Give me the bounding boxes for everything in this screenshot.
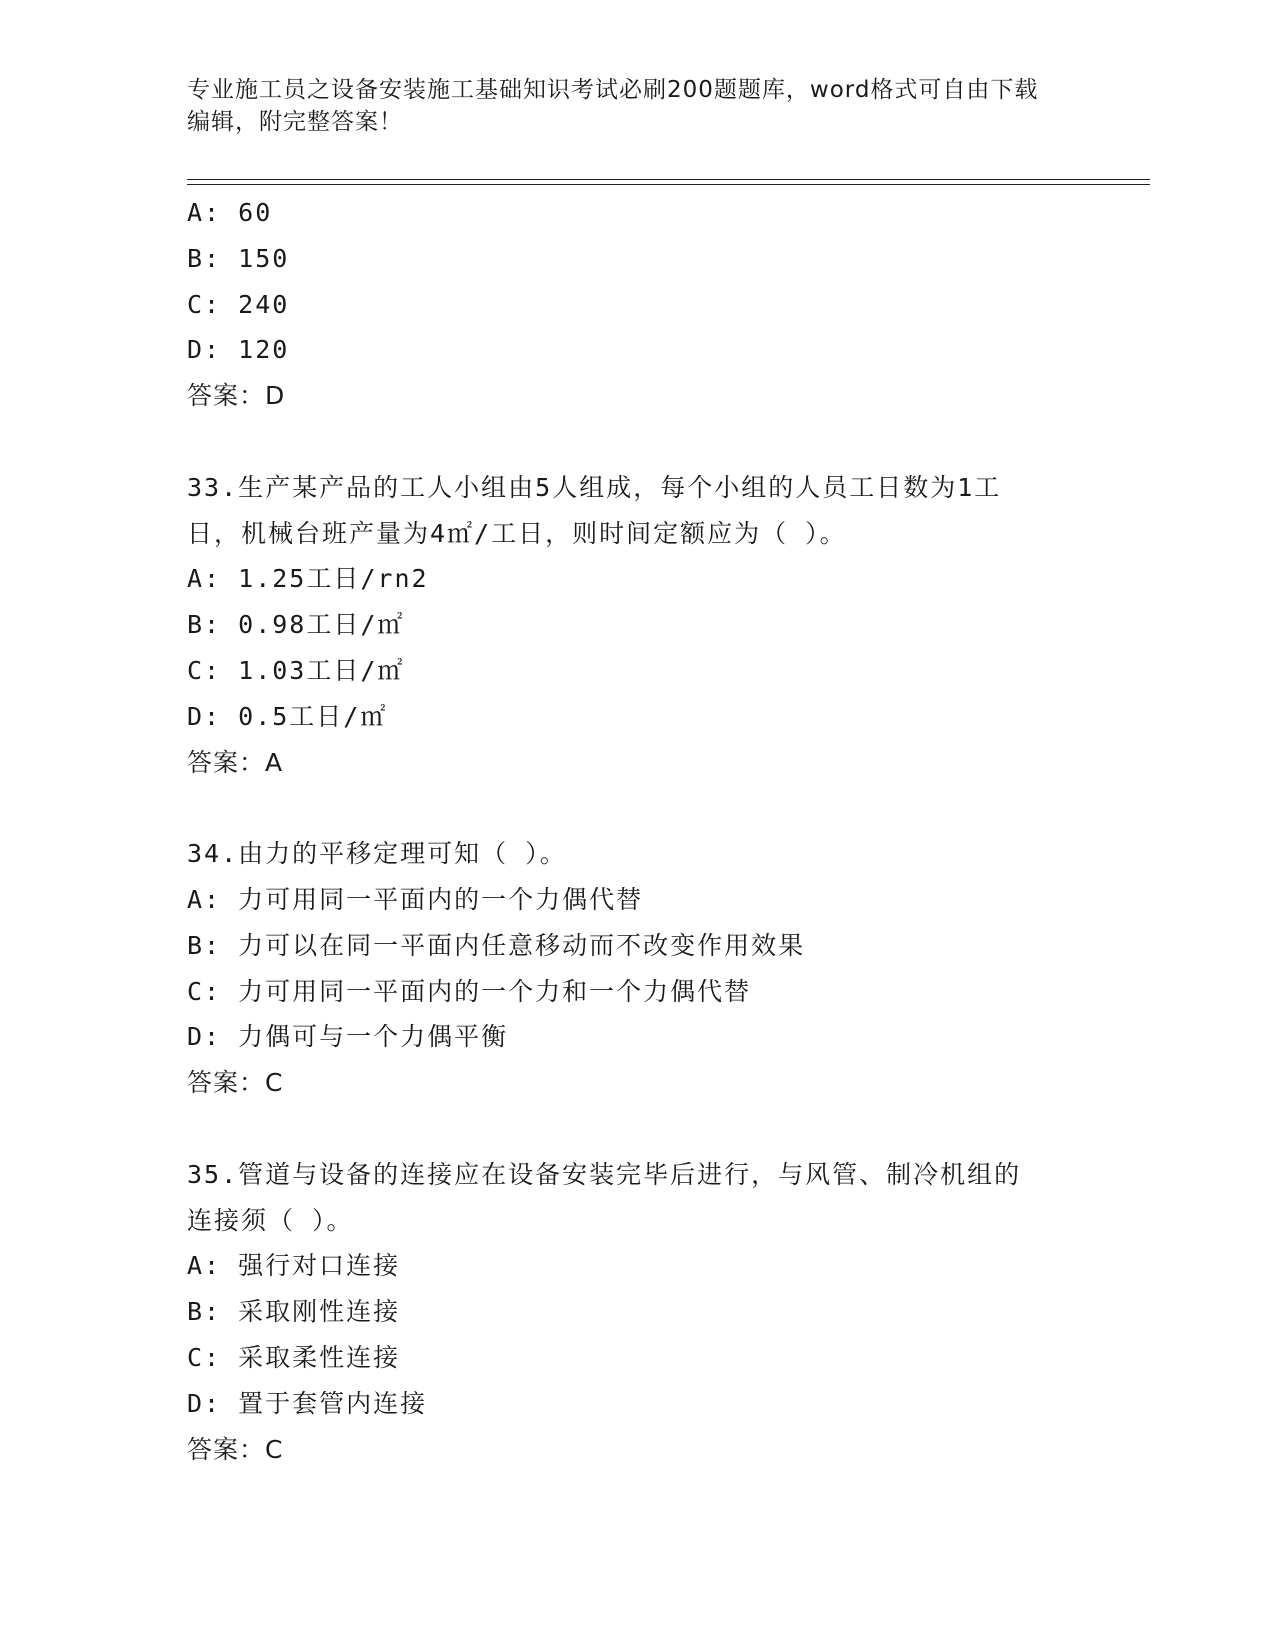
header-title-line-2: 编辑，附完整答案！ (187, 109, 403, 135)
spacer (187, 785, 1087, 831)
option-a: A: 力可用同一平面内的一个力偶代替 (187, 884, 644, 914)
question-stem-line-2: 连接须（ ）。 (187, 1205, 354, 1235)
question-35 (187, 1152, 1087, 1473)
answer: 答案：C (187, 1434, 284, 1464)
answer: 答案：C (187, 1068, 284, 1098)
question-34 (187, 831, 1087, 1106)
option-a: A: 强行对口连接 (187, 1251, 401, 1281)
header-rule-bottom (187, 184, 1150, 185)
option-d: D: 120 (187, 335, 290, 365)
question-32 (187, 190, 1087, 419)
header-title-line-1: 专业施工员之设备安装施工基础知识考试必刷200题题库，word格式可自由下载 (187, 77, 1039, 103)
option-b: B: 采取刚性连接 (187, 1297, 401, 1327)
question-list (187, 190, 1087, 1472)
spacer (187, 419, 1087, 465)
question-33 (187, 465, 1087, 786)
option-b: B: 150 (187, 243, 290, 273)
question-stem-line-2: 日，机械台班产量为4㎡/工日，则时间定额应为（ ）。 (187, 518, 847, 548)
document-header (187, 74, 1087, 138)
option-d: D: 置于套管内连接 (187, 1388, 428, 1418)
question-stem-line-1: 33.生产某产品的工人小组由5人组成，每个小组的人员工日数为1工 (187, 472, 1002, 502)
answer: 答案：A (187, 747, 284, 777)
header-rule-top (187, 179, 1150, 180)
option-c: C: 采取柔性连接 (187, 1342, 401, 1372)
option-d: D: 力偶可与一个力偶平衡 (187, 1022, 509, 1052)
option-b: B: 0.98工日/㎡ (187, 610, 405, 640)
option-b: B: 力可以在同一平面内任意移动而不改变作用效果 (187, 930, 806, 960)
answer: 答案：D (187, 381, 286, 411)
spacer (187, 1106, 1087, 1152)
option-d: D: 0.5工日/㎡ (187, 701, 388, 731)
question-stem-line-1: 34.由力的平移定理可知（ ）。 (187, 839, 567, 869)
question-stem-line-1: 35.管道与设备的连接应在设备安装完毕后进行，与风管、制冷机组的 (187, 1159, 1022, 1189)
option-a: A: 1.25工日/rn2 (187, 564, 429, 594)
option-c: C: 力可用同一平面内的一个力和一个力偶代替 (187, 976, 752, 1006)
option-c: C: 240 (187, 289, 290, 319)
option-a: A: 60 (187, 198, 273, 227)
option-c: C: 1.03工日/㎡ (187, 655, 405, 685)
